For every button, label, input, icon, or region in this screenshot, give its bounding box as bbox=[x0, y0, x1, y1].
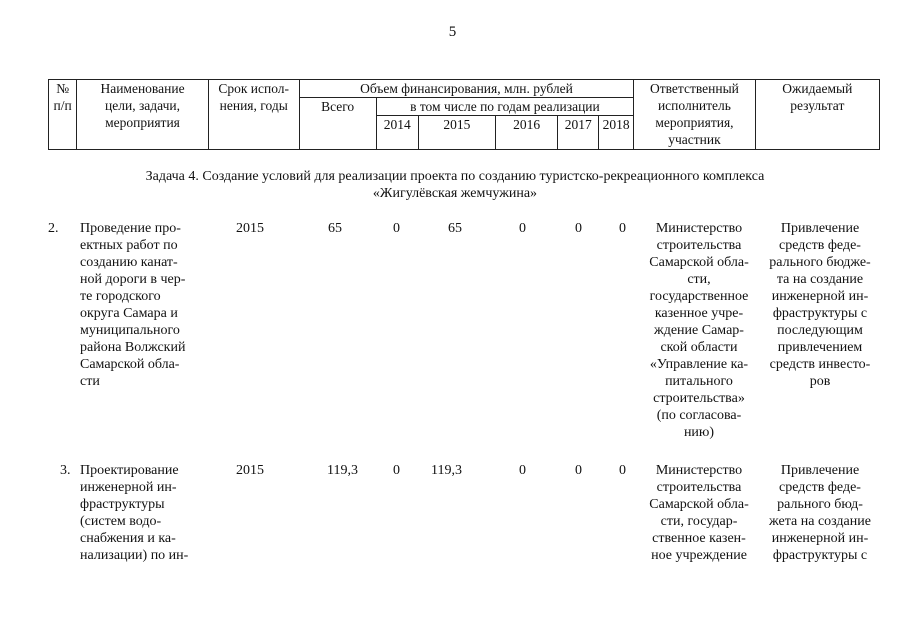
row-name: Проведение про- ектных работ по созданию канат- ной дороги в чер- те городского округа Самара и муниципального района Волжский Самарской обла- сти bbox=[80, 221, 186, 389]
row-total: 119,3 bbox=[327, 463, 358, 478]
header-result: Ожидаемый результат bbox=[755, 80, 879, 150]
row-2016: 0 bbox=[519, 463, 526, 478]
header-term: Срок испол- нения, годы bbox=[208, 80, 299, 150]
header-year-2018: 2018 bbox=[598, 116, 633, 150]
header-year-2014: 2014 bbox=[376, 116, 418, 150]
row-result: Привлечение средств феде- рального бюд- жета на создание инженерной ин- фраструктуры с bbox=[769, 463, 871, 563]
row-number: 3. bbox=[60, 463, 71, 478]
row-term: 2015 bbox=[236, 221, 264, 236]
header-by-years: в том числе по годам реализации bbox=[376, 98, 634, 116]
row-2014: 0 bbox=[393, 463, 400, 478]
row-2016: 0 bbox=[519, 221, 526, 236]
row-2017: 0 bbox=[575, 221, 582, 236]
row-2018: 0 bbox=[619, 221, 626, 236]
page-number: 5 bbox=[448, 24, 457, 40]
row-responsible: Министерство строительства Самарской обла- сти, государ- ственное казен- ное учреждение bbox=[649, 463, 749, 563]
header-name: Наименование цели, задачи, мероприятия bbox=[77, 80, 208, 150]
header-year-2016: 2016 bbox=[495, 116, 558, 150]
row-total: 65 bbox=[328, 221, 342, 236]
row-2015: 65 bbox=[448, 221, 462, 236]
row-term: 2015 bbox=[236, 463, 264, 478]
header-responsible: Ответственный исполнитель мероприятия, участник bbox=[634, 80, 755, 150]
table-header bbox=[48, 79, 880, 150]
header-funding: Объем финансирования, млн. рублей bbox=[299, 80, 634, 98]
header-year-2015: 2015 bbox=[418, 116, 495, 150]
header-year-2017: 2017 bbox=[558, 116, 598, 150]
row-2017: 0 bbox=[575, 463, 582, 478]
row-2015: 119,3 bbox=[431, 463, 462, 478]
row-responsible: Министерство строительства Самарской обла- сти, государственное казенное учре- ждение Самар- ской области «Управление ка- питального строительства» (по согласова- нию) bbox=[649, 221, 749, 440]
row-name: Проектирование инженерной ин- фраструктуры (систем водо- снабжения и ка- нализации) по ин- bbox=[80, 463, 189, 563]
task-title: Задача 4. Создание условий для реализации проекта по созданию туристско-рекреационного комплекса «Жигулёвская жемчужина» bbox=[145, 169, 765, 201]
row-2018: 0 bbox=[619, 463, 626, 478]
row-2014: 0 bbox=[393, 221, 400, 236]
header-no: № п/п bbox=[49, 80, 77, 150]
row-number: 2. bbox=[48, 221, 59, 236]
header-total: Всего bbox=[299, 98, 376, 150]
row-result: Привлечение средств феде- рального бюдже- та на создание инженерной ин- фраструктуры с последующим привлечением средств инвесто- ров bbox=[769, 221, 871, 389]
